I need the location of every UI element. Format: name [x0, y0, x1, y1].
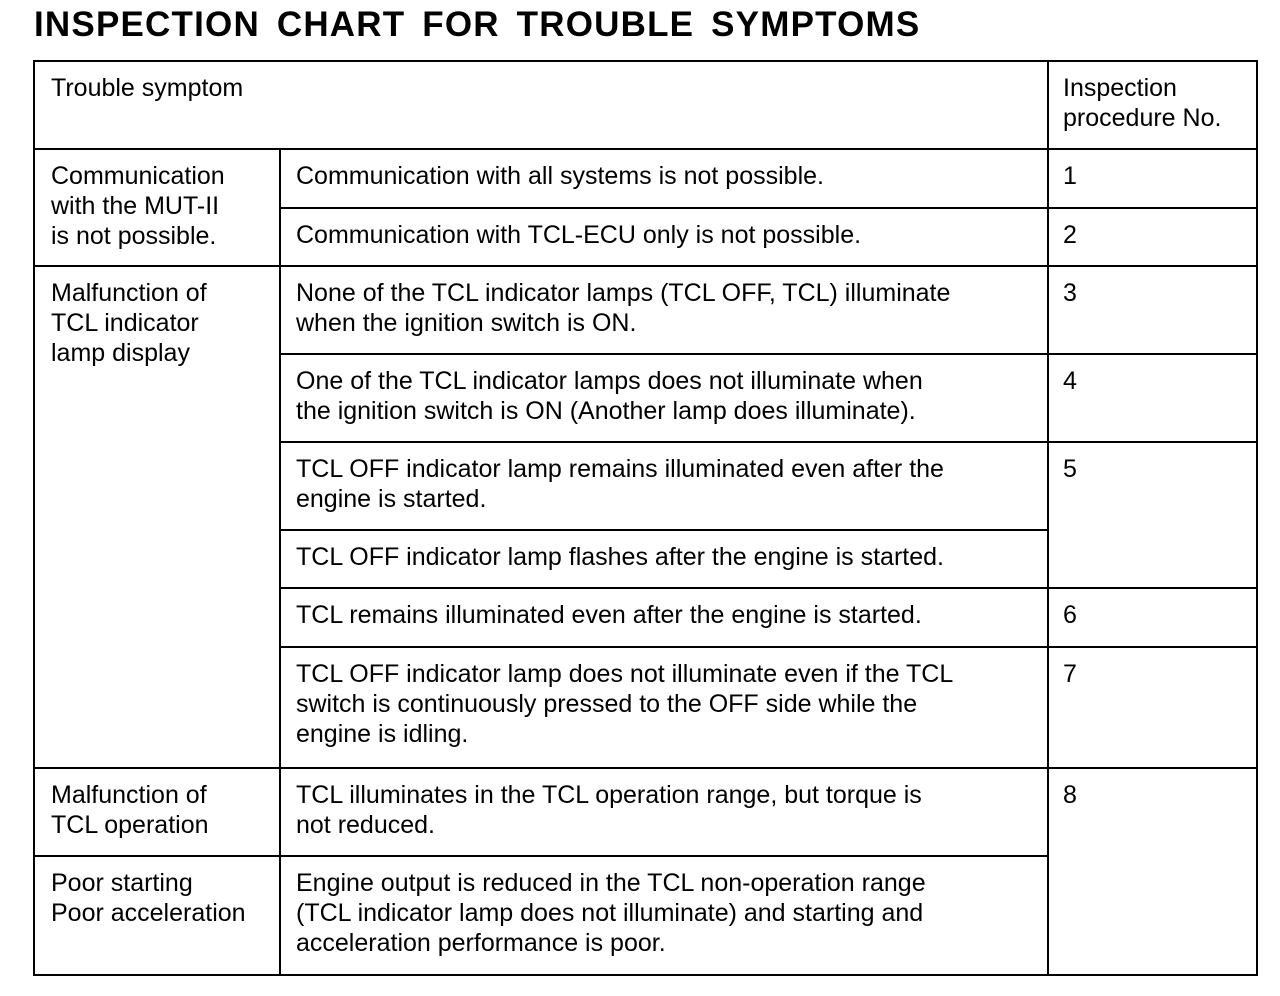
- inspection-chart-table: [33, 60, 1258, 976]
- table-row: [34, 768, 1257, 856]
- procedure-number-cell: 1: [1048, 149, 1257, 208]
- symptom-detail-cell: TCL OFF indicator lamp does not illuminate even if the TCL switch is continuously pressed to the OFF side while the engine is idling.: [280, 647, 1048, 768]
- header-procedure-line2: procedure No.: [1063, 104, 1222, 132]
- page-title: INSPECTION CHART FOR TROUBLE SYMPTOMS: [34, 5, 921, 44]
- procedure-number-cell: 3: [1048, 266, 1257, 354]
- symptom-detail-cell: None of the TCL indicator lamps (TCL OFF, TCL) illuminate when the ignition switch is ON.: [280, 266, 1048, 354]
- header-procedure-line1: Inspection: [1063, 74, 1177, 102]
- symptom-detail-cell: TCL remains illuminated even after the engine is started.: [280, 588, 1048, 647]
- header-inspection-procedure: [1048, 61, 1257, 149]
- procedure-number-cell: 5: [1048, 442, 1257, 588]
- category-cell: Poor starting Poor acceleration: [34, 856, 280, 975]
- procedure-number-cell: 7: [1048, 647, 1257, 768]
- procedure-number-cell: 2: [1048, 208, 1257, 266]
- symptom-detail-cell: Communication with TCL-ECU only is not possible.: [280, 208, 1048, 266]
- table-row: [34, 149, 1257, 208]
- header-trouble-symptom: Trouble symptom: [34, 61, 1048, 149]
- category-cell: Malfunction of TCL operation: [34, 768, 280, 856]
- symptom-detail-cell: TCL OFF indicator lamp flashes after the engine is started.: [280, 530, 1048, 588]
- procedure-number-cell: 4: [1048, 354, 1257, 442]
- symptom-detail-cell: TCL OFF indicator lamp remains illuminated even after the engine is started.: [280, 442, 1048, 530]
- procedure-number-cell: 8: [1048, 768, 1257, 975]
- category-cell: Communication with the MUT-II is not possible.: [34, 149, 280, 266]
- symptom-detail-cell: TCL illuminates in the TCL operation range, but torque is not reduced.: [280, 768, 1048, 856]
- symptom-detail-cell: Engine output is reduced in the TCL non-operation range (TCL indicator lamp does not illuminate) and starting and acceleration performance is poor.: [280, 856, 1048, 975]
- symptom-detail-cell: Communication with all systems is not possible.: [280, 149, 1048, 208]
- symptom-detail-cell: One of the TCL indicator lamps does not illuminate when the ignition switch is ON (Another lamp does illuminate).: [280, 354, 1048, 442]
- header-row: [34, 61, 1257, 149]
- procedure-number-cell: 6: [1048, 588, 1257, 647]
- table-row: [34, 266, 1257, 354]
- category-cell: Malfunction of TCL indicator lamp display: [34, 266, 280, 768]
